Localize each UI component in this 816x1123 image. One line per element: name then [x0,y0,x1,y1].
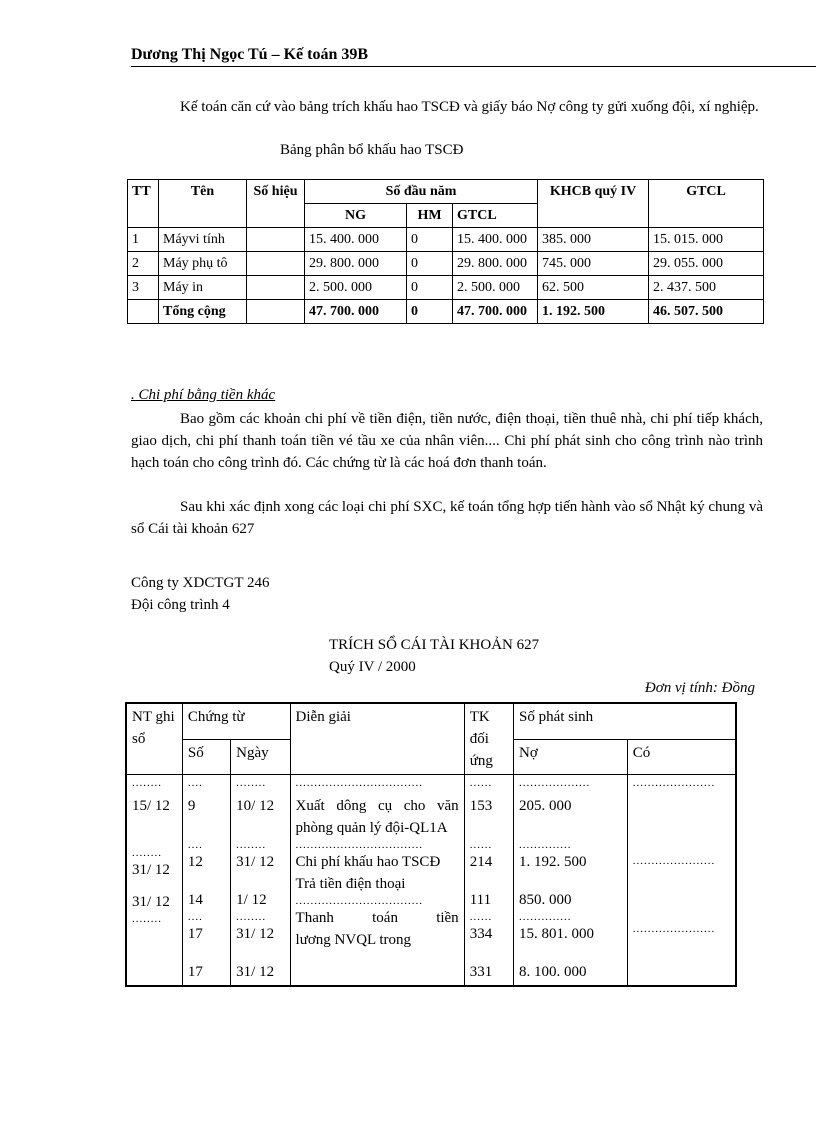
cell-hm: 0 [407,252,453,276]
cell-ng: 2. 500. 000 [305,276,407,300]
cell-tk: 111 [469,892,492,908]
cell-dien-giai: Thanh toán tiền [295,910,459,926]
cell-tk: 214 [469,854,493,870]
cell-dien-giai: Trả tiền điện thoại [295,876,406,892]
dots: ...................... [632,855,716,867]
cell-dien-giai: Chi phí khấu hao TSCĐ [295,854,441,870]
dots: ...................... [632,923,716,935]
cell-co-column [627,775,736,987]
cell-khcb: 385. 000 [538,228,649,252]
other-costs-paragraph-1: Bao gồm các khoản chi phí về tiền điện, tiền nước, điện thoại, tiền thuê nhà, chi phí tiếp khách, giao dịch, chi phí thanh toán tiền vé tầu xe của nhân viên.... Chi phí phát sinh cho công trình nào trình hạch toán cho công trình đó. Các chứng từ là các hoá đơn thanh toán. [131,411,763,471]
cell-tt: 2 [128,252,159,276]
col-so-hieu: Số hiệu [247,180,305,228]
other-costs-heading: . Chi phí bằng tiền khác [131,387,276,403]
cell-tt [128,300,159,324]
col-gtcl-sub: GTCL [453,204,538,228]
cell-nt: 15/ 12 [132,798,170,814]
table-row [128,276,764,300]
cell-ten: Máyvi tính [159,228,247,252]
dots: ................... [519,777,591,789]
cell-so: 9 [187,798,196,814]
ledger-body [126,775,736,987]
cell-ng: 29. 800. 000 [305,252,407,276]
cell-khcb: 1. 192. 500 [538,300,649,324]
cell-ngay: 31/ 12 [236,854,275,870]
col-tk: TK đối ứng [464,703,513,775]
depreciation-table-caption: Bảng phân bổ khấu hao TSCĐ [280,142,464,158]
dots: .............. [519,839,572,851]
cell-so: 17 [187,926,203,942]
cell-hm: 0 [407,300,453,324]
dots: ...... [469,911,493,923]
cell-gtcl2: 15. 015. 000 [649,228,764,252]
col-ng: NG [305,204,407,228]
cell-khcb: 62. 500 [538,276,649,300]
header-rule [131,66,816,67]
cell-dien-giai-column [290,775,464,987]
dots: ...... [469,839,493,851]
ledger-title: TRÍCH SỔ CÁI TÀI KHOẢN 627 [329,637,540,653]
dots: ........ [236,839,267,851]
cell-tk: 331 [469,964,493,980]
company-team: Đội công trình 4 [131,597,230,613]
cell-no-column [514,775,628,987]
table-row [128,252,764,276]
cell-so-hieu [247,228,305,252]
cell-nt: 31/ 12 [132,894,170,910]
dots: .................................. [295,777,424,789]
table-row [128,228,764,252]
dots: ........ [132,777,162,789]
cell-no: 8. 100. 000 [519,964,587,980]
page-header-title: Dương Thị Ngọc Tú – Kế toán 39B [131,46,369,63]
dots: .... [187,777,203,789]
dots: ...................... [632,777,716,789]
col-so-phat-sinh: Số phát sinh [514,703,737,739]
cell-ngay-column [231,775,290,987]
dots: .............. [519,911,572,923]
cell-so-hieu [247,276,305,300]
depreciation-table [127,179,764,324]
cell-hm: 0 [407,228,453,252]
dots: ........ [132,847,162,859]
cell-tk-column [464,775,513,987]
table-total-row [128,300,764,324]
cell-ng: 15. 400. 000 [305,228,407,252]
intro-paragraph: Kế toán căn cứ vào bảng trích khấu hao TSCĐ và giấy báo Nợ công ty gửi xuống đội, xí nghiệp. [180,99,759,115]
cell-dien-giai: lương NVQL trong [295,932,412,948]
dots: .................................. [295,839,424,851]
cell-nt-column [126,775,182,987]
col-no: Nợ [514,739,628,774]
cell-khcb: 745. 000 [538,252,649,276]
cell-no: 1. 192. 500 [519,854,587,870]
cell-ng: 47. 700. 000 [305,300,407,324]
dots: ........ [236,911,267,923]
cell-gtcl2: 29. 055. 000 [649,252,764,276]
cell-ngay: 31/ 12 [236,964,275,980]
ledger-table [125,702,737,987]
cell-tk: 334 [469,926,493,942]
cell-no: 205. 000 [519,798,572,814]
cell-no: 850. 000 [519,892,572,908]
col-ngay: Ngày [231,739,290,774]
col-dien-giai: Diễn giải [290,703,464,775]
ledger-period: Quý IV / 2000 [329,659,416,675]
cell-nt: 31/ 12 [132,862,170,878]
cell-ngay: 31/ 12 [236,926,275,942]
col-so-dau-nam: Số đầu năm [305,180,538,204]
dots: ........ [236,777,267,789]
cell-tt: 1 [128,228,159,252]
col-gtcl: GTCL [649,180,764,228]
cell-ten: Máy in [159,276,247,300]
cell-so-hieu [247,252,305,276]
cell-so-hieu [247,300,305,324]
cell-so: 12 [187,854,203,870]
dots: .................................. [295,895,424,907]
dots: ...... [469,777,493,789]
cell-so: 17 [187,964,203,980]
cell-ngay: 10/ 12 [236,798,275,814]
dots: .... [187,911,203,923]
cell-gtcl: 15. 400. 000 [453,228,538,252]
col-khcb: KHCB quý IV [538,180,649,228]
ledger-unit: Đơn vị tính: Đồng [644,680,755,696]
cell-tt: 3 [128,276,159,300]
cell-hm: 0 [407,276,453,300]
cell-gtcl2: 2. 437. 500 [649,276,764,300]
dots: ........ [132,913,162,925]
col-ten: Tên [159,180,247,228]
cell-tk: 153 [469,798,493,814]
company-name: Công ty XDCTGT 246 [131,575,270,591]
col-chung-tu: Chứng từ [182,703,290,739]
col-tt: TT [128,180,159,228]
cell-gtcl: 47. 700. 000 [453,300,538,324]
cell-ten: Máy phụ tô [159,252,247,276]
other-costs-paragraph-2: Sau khi xác định xong các loại chi phí SXC, kế toán tổng hợp tiến hành vào sổ Nhật ký chung và sổ Cái tài khoản 627 [131,499,763,537]
cell-gtcl2: 46. 507. 500 [649,300,764,324]
cell-gtcl: 2. 500. 000 [453,276,538,300]
dots: .... [187,839,203,851]
cell-dien-giai: Xuất dông cụ cho văn phòng quản lý đội-QL1A [295,798,459,836]
cell-ngay: 1/ 12 [236,892,267,908]
col-hm: HM [407,204,453,228]
col-so: Số [182,739,230,774]
col-co: Có [627,739,736,774]
cell-gtcl: 29. 800. 000 [453,252,538,276]
cell-so-column [182,775,230,987]
cell-total-label: Tổng cộng [159,300,247,324]
cell-so: 14 [187,892,203,908]
col-nt: NT ghi sổ [126,703,182,775]
cell-no: 15. 801. 000 [519,926,594,942]
